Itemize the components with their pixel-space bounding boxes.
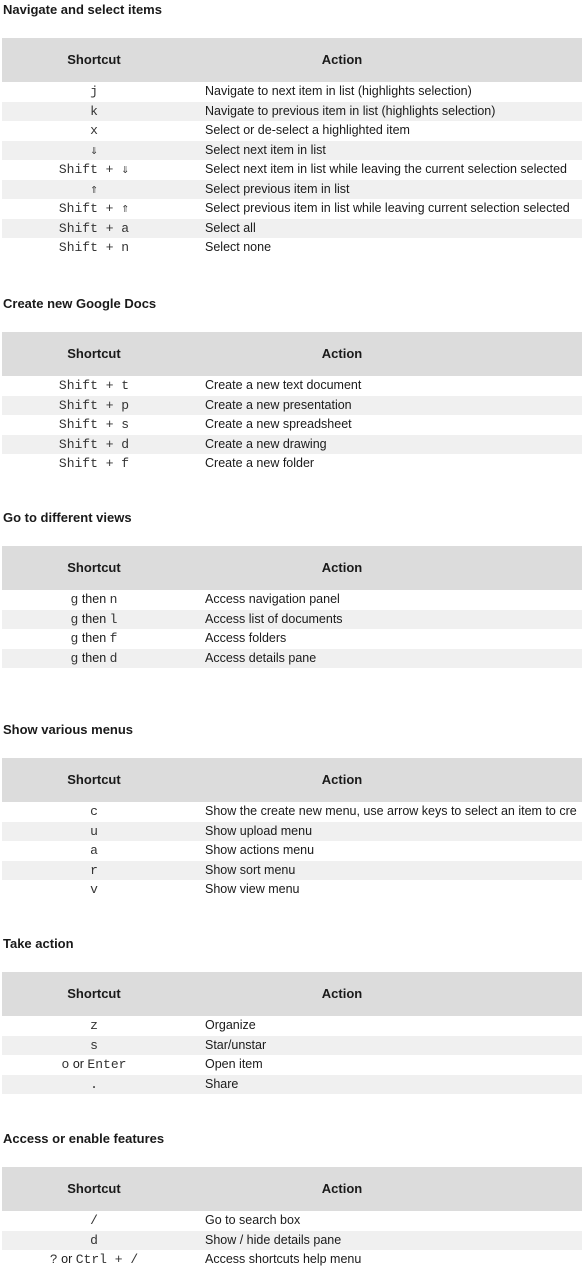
table-row <box>2 396 582 416</box>
table-row <box>2 415 582 435</box>
section-title: Go to different views <box>3 510 132 525</box>
key-label: Shift + n <box>58 240 130 255</box>
key-label: u <box>90 823 98 839</box>
table-header <box>2 38 582 82</box>
shortcut-cell <box>2 200 186 216</box>
section-title: Take action <box>3 936 74 951</box>
table-row <box>2 1055 582 1075</box>
action-cell: Create a new text document <box>205 378 362 392</box>
key-label: ? <box>49 1252 58 1267</box>
key-label: g <box>70 650 79 666</box>
shortcut-table <box>2 546 582 668</box>
action-cell: Show / hide details pane <box>205 1232 342 1247</box>
section-title: Access or enable features <box>3 1131 165 1146</box>
table-row <box>2 141 582 161</box>
key-label: Shift + f <box>58 456 130 471</box>
action-cell: Create a new drawing <box>205 436 327 451</box>
table-row <box>2 1250 582 1270</box>
key-label: d <box>109 650 118 666</box>
key-label: c <box>90 804 98 819</box>
shortcut-cell <box>2 1017 186 1033</box>
action-cell: Organize <box>205 1018 256 1032</box>
action-cell: Select previous item in list <box>205 181 350 196</box>
shortcut-table <box>2 1167 582 1270</box>
table-row <box>2 1036 582 1056</box>
action-cell: Select next item in list <box>205 142 326 157</box>
table-header <box>2 972 582 1016</box>
shortcut-cell <box>2 397 186 413</box>
shortcut-cell <box>2 377 186 393</box>
key-label: n <box>109 592 118 607</box>
key-label: j <box>90 84 98 99</box>
shortcut-cell <box>2 611 186 627</box>
table-row <box>2 1075 582 1095</box>
shortcut-cell <box>2 436 186 452</box>
table-row <box>2 590 582 610</box>
shortcut-cell <box>2 803 186 819</box>
shortcut-cell <box>2 103 186 119</box>
key-label: r <box>90 862 98 878</box>
shortcut-cell <box>2 161 186 177</box>
shortcut-cell <box>2 862 186 878</box>
table-row <box>2 121 582 141</box>
action-cell: Access list of documents <box>205 611 343 626</box>
shortcut-cell <box>2 650 186 666</box>
header-action: Action <box>321 52 363 67</box>
table-row <box>2 238 582 258</box>
shortcut-cell <box>2 142 186 158</box>
table-row <box>2 219 582 239</box>
key-label: a <box>90 843 98 858</box>
shortcut-cell <box>2 842 186 858</box>
section-title: Show various menus <box>3 722 134 737</box>
key-label: f <box>109 631 118 646</box>
action-cell: Access folders <box>205 631 287 645</box>
action-cell: Show the create new menu, use arrow keys to select an item to cre <box>205 804 577 818</box>
table-row <box>2 610 582 630</box>
table-row <box>2 376 582 396</box>
header-shortcut: Shortcut <box>67 1181 121 1196</box>
table-header <box>2 758 582 802</box>
header-shortcut: Shortcut <box>67 346 121 361</box>
key-label: d <box>90 1232 98 1248</box>
key-label: l <box>109 611 118 627</box>
action-cell: Select all <box>205 220 256 235</box>
action-cell: Create a new spreadsheet <box>205 417 352 431</box>
key-label: Shift + a <box>58 220 130 236</box>
key-connector: then <box>78 592 110 606</box>
key-label: ⇓ <box>90 142 98 158</box>
shortcut-table <box>2 332 582 474</box>
table-row <box>2 180 582 200</box>
action-cell: Create a new presentation <box>205 397 352 412</box>
shortcut-cell <box>2 455 186 471</box>
key-label: g <box>70 611 79 627</box>
shortcut-cell <box>2 823 186 839</box>
key-label: Shift + d <box>58 436 130 452</box>
key-label: Enter <box>87 1057 127 1072</box>
action-cell: Show actions menu <box>205 843 315 857</box>
shortcut-cell <box>2 630 186 646</box>
table-header <box>2 332 582 376</box>
header-shortcut: Shortcut <box>67 560 121 575</box>
table-row <box>2 629 582 649</box>
action-cell: Share <box>205 1076 239 1091</box>
action-cell: Create a new folder <box>205 456 315 470</box>
shortcut-cell <box>2 220 186 236</box>
table-row <box>2 841 582 861</box>
shortcut-cell <box>2 591 186 607</box>
key-label: Shift + ⇓ <box>58 162 130 177</box>
table-row <box>2 102 582 122</box>
key-label: g <box>70 592 79 607</box>
key-label: . <box>90 1076 98 1092</box>
action-cell: Navigate to previous item in list (highlights selection) <box>205 103 496 118</box>
table-row <box>2 802 582 822</box>
key-label: Shift + s <box>58 417 130 432</box>
action-cell: Select previous item in list while leaving current selection selected <box>205 201 570 215</box>
header-action: Action <box>321 986 363 1001</box>
header-shortcut: Shortcut <box>67 52 121 67</box>
header-shortcut: Shortcut <box>67 986 121 1001</box>
shortcut-cell <box>2 122 186 138</box>
key-label: o <box>61 1057 70 1072</box>
table-row <box>2 1016 582 1036</box>
key-label: Ctrl + / <box>75 1252 139 1267</box>
shortcut-cell <box>2 416 186 432</box>
shortcut-cell <box>2 881 186 897</box>
shortcut-cell <box>2 83 186 99</box>
table-row <box>2 160 582 180</box>
shortcut-table <box>2 972 582 1094</box>
shortcut-cell <box>2 239 186 255</box>
action-cell: Select or de-select a highlighted item <box>205 123 410 137</box>
key-label: s <box>90 1037 98 1053</box>
key-connector: then <box>78 631 110 645</box>
table-row <box>2 435 582 455</box>
table-row <box>2 454 582 474</box>
key-label: g <box>70 631 79 646</box>
table-row <box>2 880 582 900</box>
action-cell: Select none <box>205 240 272 254</box>
key-label: Shift + p <box>58 397 130 413</box>
section-title: Create new Google Docs <box>3 296 157 311</box>
key-label: Shift + ⇑ <box>58 201 130 216</box>
action-cell: Show sort menu <box>205 862 296 877</box>
shortcut-cell <box>2 1056 186 1072</box>
table-row <box>2 649 582 669</box>
table-row <box>2 1211 582 1231</box>
table-row <box>2 199 582 219</box>
section-title: Navigate and select items <box>3 2 162 17</box>
header-action: Action <box>321 560 363 575</box>
action-cell: Show upload menu <box>205 823 313 838</box>
header-action: Action <box>321 1181 363 1196</box>
key-connector: or <box>69 1057 88 1071</box>
action-cell: Open item <box>205 1057 263 1071</box>
action-cell: Show view menu <box>205 882 300 896</box>
key-connector: then <box>78 611 110 626</box>
key-connector: or <box>57 1252 76 1266</box>
key-label: k <box>90 103 98 119</box>
key-label: x <box>90 123 98 138</box>
action-cell: Go to search box <box>205 1213 301 1227</box>
key-label: Shift + t <box>58 378 130 393</box>
action-cell: Access navigation panel <box>205 592 340 606</box>
key-connector: then <box>78 650 110 665</box>
key-label: ⇑ <box>90 181 98 197</box>
shortcut-cell <box>2 1212 186 1228</box>
key-label: z <box>90 1018 98 1033</box>
table-row <box>2 822 582 842</box>
action-cell: Star/unstar <box>205 1037 267 1052</box>
header-action: Action <box>321 772 363 787</box>
table-header <box>2 1167 582 1211</box>
shortcut-cell <box>2 181 186 197</box>
shortcut-cell <box>2 1251 186 1267</box>
action-cell: Navigate to next item in list (highlights selection) <box>205 84 472 98</box>
key-label: / <box>90 1213 98 1228</box>
action-cell: Select next item in list while leaving the current selection selected <box>205 162 567 176</box>
shortcut-table <box>2 38 582 258</box>
header-shortcut: Shortcut <box>67 772 121 787</box>
shortcut-cell <box>2 1037 186 1053</box>
header-action: Action <box>321 346 363 361</box>
table-row <box>2 861 582 881</box>
table-header <box>2 546 582 590</box>
table-row <box>2 1231 582 1251</box>
shortcut-cell <box>2 1076 186 1092</box>
shortcut-cell <box>2 1232 186 1248</box>
key-label: v <box>90 882 98 897</box>
action-cell: Access shortcuts help menu <box>205 1252 362 1266</box>
shortcut-table <box>2 758 582 900</box>
table-row <box>2 82 582 102</box>
action-cell: Access details pane <box>205 650 317 665</box>
